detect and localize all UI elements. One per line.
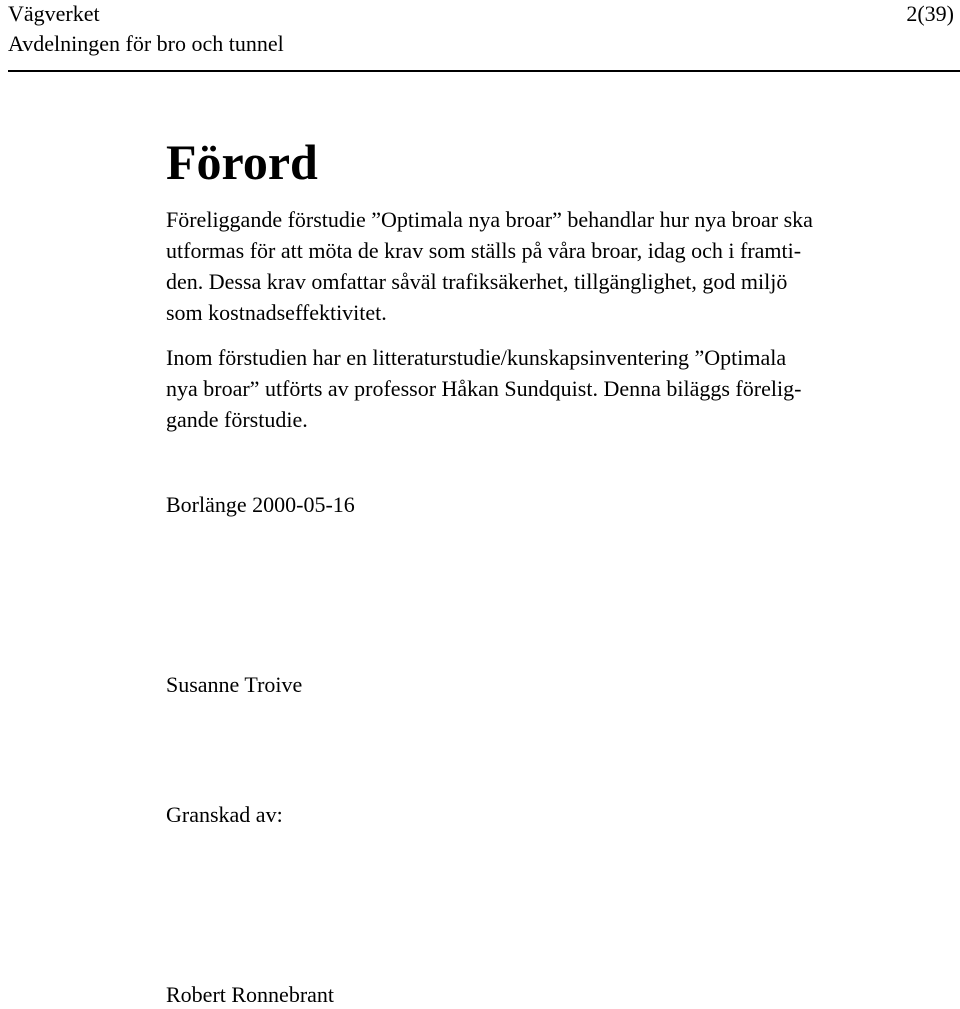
header-divider <box>8 70 960 72</box>
text-line: nya broar” utförts av professor Håkan Sundquist. Denna biläggs förelig- <box>166 376 802 401</box>
department-name: Avdelningen för bro och tunnel <box>8 31 284 56</box>
paragraph-study <box>166 342 936 435</box>
page-number: 2(39) <box>906 1 954 26</box>
page-header <box>8 0 960 72</box>
text-line: den. Dessa krav omfattar såväl trafiksäkerhet, tillgänglighet, god miljö <box>166 269 788 294</box>
text-line: Föreliggande förstudie ”Optimala nya broar” behandlar hur nya broar ska <box>166 207 813 232</box>
organization-name: Vägverket <box>8 1 100 26</box>
signer-name: Susanne Troive <box>166 672 303 697</box>
reviewed-by-label: Granskad av: <box>166 802 283 827</box>
text-line: gande förstudie. <box>166 407 308 432</box>
place-date: Borlänge 2000-05-16 <box>166 492 355 517</box>
text-line: Inom förstudien har en litteraturstudie/kunskapsinventering ”Optimala <box>166 345 787 370</box>
page-title: Förord <box>166 134 318 190</box>
text-line: som kostnadseffektivitet. <box>166 300 387 325</box>
reviewer-name: Robert Ronnebrant <box>166 982 335 1007</box>
text-line: utformas för att möta de krav som ställs på våra broar, idag och i framti- <box>166 238 802 263</box>
paragraph-intro <box>166 204 936 328</box>
